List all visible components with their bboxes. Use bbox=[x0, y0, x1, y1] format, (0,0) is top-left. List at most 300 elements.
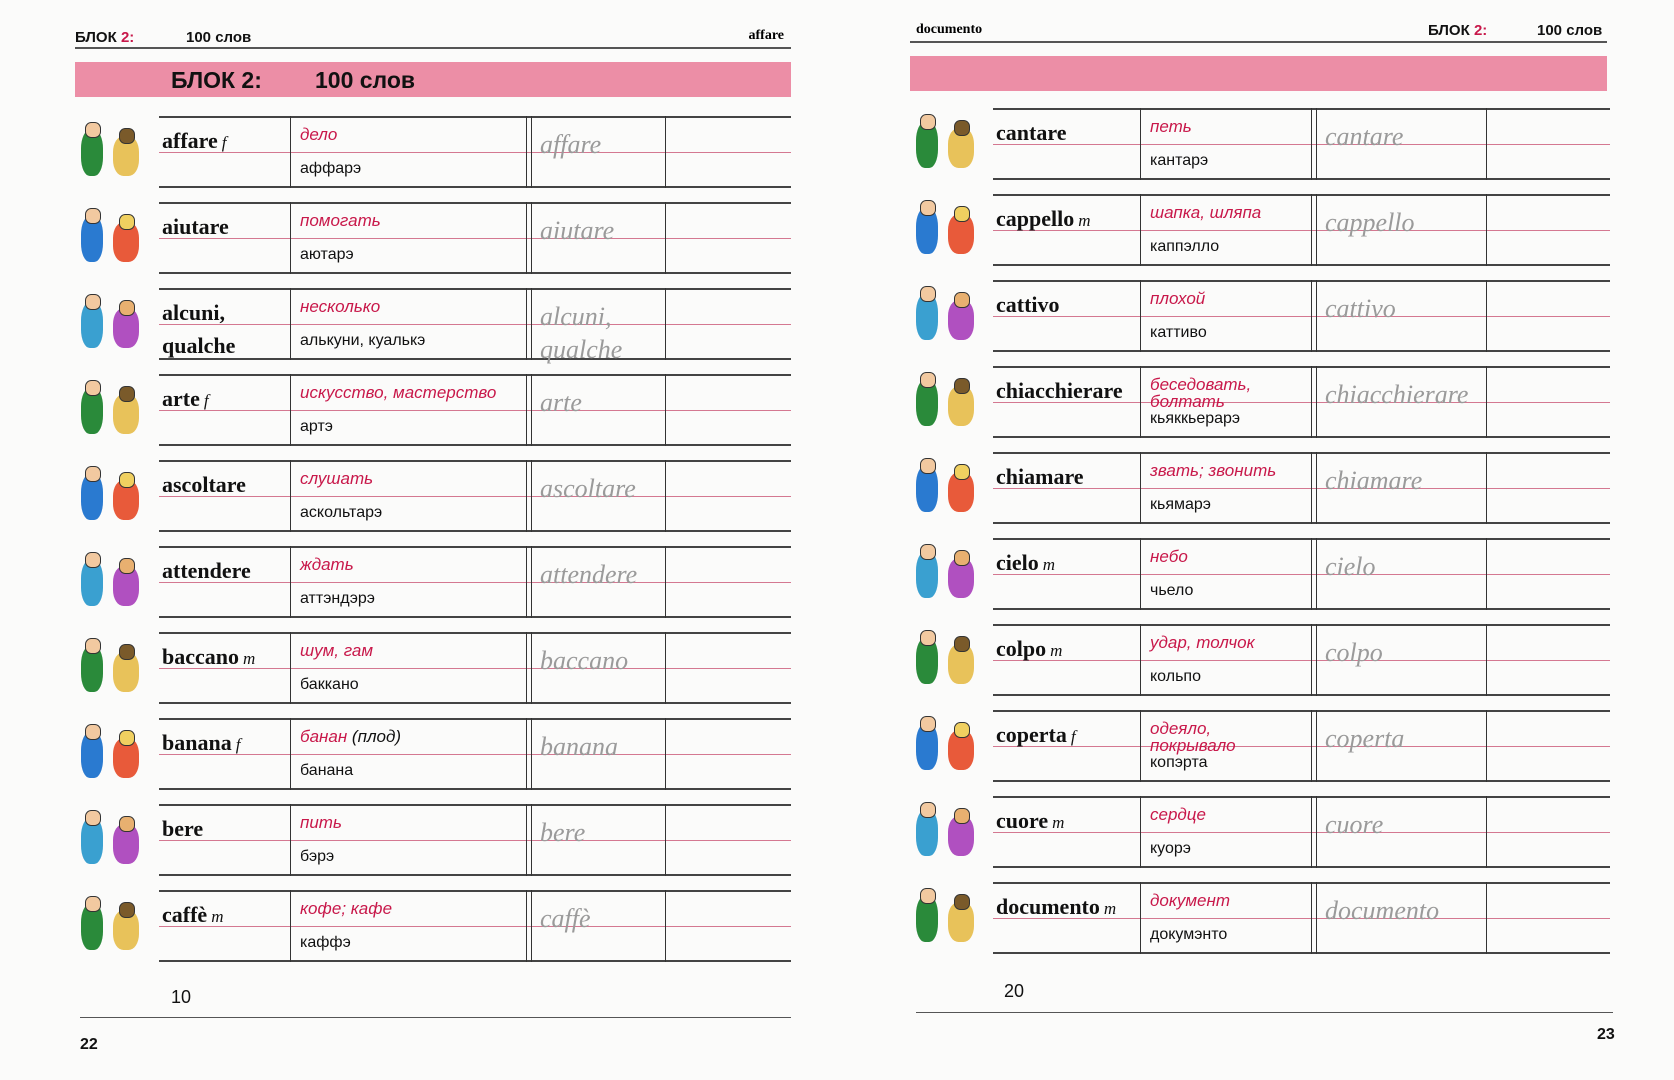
gender-marker: m bbox=[243, 649, 256, 668]
translation-note: (плод) bbox=[351, 727, 402, 746]
column-divider bbox=[290, 460, 291, 532]
word-count: 10 bbox=[171, 987, 192, 1007]
translation bbox=[300, 126, 342, 143]
translation bbox=[1150, 548, 1193, 565]
row-mid-rule bbox=[159, 410, 791, 411]
page-number: 23 bbox=[1597, 1026, 1615, 1043]
column-divider bbox=[1486, 280, 1487, 352]
italian-word bbox=[162, 382, 209, 417]
italian-word bbox=[996, 460, 1088, 495]
pronunciation: бэрэ bbox=[300, 848, 335, 865]
footer-rule bbox=[80, 1017, 791, 1018]
row-bottom-rule bbox=[993, 952, 1610, 954]
row-top-rule bbox=[993, 882, 1610, 884]
block-number: 2: bbox=[1473, 22, 1488, 39]
handwriting-sample: cattivo bbox=[1325, 294, 1396, 323]
row-bottom-rule bbox=[993, 264, 1610, 266]
word-text: documento bbox=[996, 894, 1100, 919]
translation-text: банан bbox=[300, 727, 348, 746]
italian-word bbox=[162, 898, 223, 933]
column-divider bbox=[665, 116, 666, 188]
word-text: bere bbox=[162, 816, 204, 841]
column-divider bbox=[1486, 624, 1487, 696]
row-mid-rule bbox=[159, 926, 791, 927]
running-head-words: 100 слов bbox=[1537, 22, 1603, 39]
row-bottom-rule bbox=[159, 272, 791, 274]
pronunciation: каттиво bbox=[1150, 324, 1207, 341]
row-mid-rule bbox=[159, 152, 791, 153]
vocab-entry bbox=[75, 116, 791, 188]
column-divider bbox=[1316, 452, 1317, 524]
translation bbox=[300, 384, 501, 401]
italian-word bbox=[162, 726, 240, 761]
italian-word bbox=[996, 718, 1076, 753]
column-divider bbox=[665, 804, 666, 876]
header-rule bbox=[910, 41, 1607, 43]
row-top-rule bbox=[993, 452, 1610, 454]
translation bbox=[300, 556, 358, 573]
column-divider bbox=[1140, 538, 1141, 610]
column-divider bbox=[665, 546, 666, 618]
translation-text: документ bbox=[1150, 891, 1231, 910]
vocab-entry bbox=[910, 882, 1610, 954]
guide-word: documento bbox=[916, 22, 983, 37]
column-divider bbox=[665, 288, 666, 360]
translation bbox=[300, 642, 378, 659]
pronunciation: копэрта bbox=[1150, 754, 1208, 771]
row-mid-rule bbox=[159, 840, 791, 841]
handwriting-sample: cielo bbox=[1325, 552, 1376, 581]
row-bottom-rule bbox=[159, 874, 791, 876]
row-mid-rule bbox=[993, 574, 1610, 575]
footer-rule bbox=[916, 1012, 1613, 1013]
illustration-icon bbox=[75, 894, 153, 958]
vocab-entry bbox=[75, 202, 791, 274]
column-divider bbox=[1311, 280, 1312, 352]
column-divider bbox=[526, 374, 527, 446]
row-mid-rule bbox=[159, 238, 791, 239]
word-text: cantare bbox=[996, 120, 1067, 145]
row-mid-rule bbox=[993, 660, 1610, 661]
column-divider bbox=[1140, 624, 1141, 696]
column-divider bbox=[290, 546, 291, 618]
italian-word bbox=[996, 202, 1091, 237]
row-bottom-rule bbox=[159, 358, 791, 360]
running-head-block bbox=[1428, 22, 1487, 39]
italian-word bbox=[162, 640, 255, 675]
translation bbox=[1150, 118, 1196, 135]
column-divider bbox=[1316, 796, 1317, 868]
column-divider bbox=[290, 288, 291, 360]
band-words: 100 слов bbox=[315, 67, 416, 93]
row-bottom-rule bbox=[993, 178, 1610, 180]
pronunciation: артэ bbox=[300, 418, 333, 435]
column-divider bbox=[665, 202, 666, 274]
handwriting-sample: baccano bbox=[540, 646, 629, 675]
column-divider bbox=[1140, 280, 1141, 352]
vocab-entry bbox=[910, 452, 1610, 524]
band-block: БЛОК 2: bbox=[171, 67, 262, 93]
translation-text: удар, толчок bbox=[1150, 633, 1255, 652]
column-divider bbox=[1311, 366, 1312, 438]
vocab-entry bbox=[910, 366, 1610, 438]
italian-word bbox=[996, 632, 1062, 667]
word-text: chiacchierare bbox=[996, 378, 1123, 403]
column-divider bbox=[531, 374, 532, 446]
handwriting-sample: alcuni, qualche bbox=[540, 302, 623, 364]
vocab-entry bbox=[910, 108, 1610, 180]
column-divider bbox=[1316, 538, 1317, 610]
translation-text: звать; звонить bbox=[1150, 461, 1277, 480]
row-top-rule bbox=[159, 804, 791, 806]
vocab-entry bbox=[910, 194, 1610, 266]
row-bottom-rule bbox=[159, 444, 791, 446]
row-top-rule bbox=[159, 116, 791, 118]
column-divider bbox=[290, 632, 291, 704]
row-mid-rule bbox=[993, 832, 1610, 833]
column-divider bbox=[526, 202, 527, 274]
column-divider bbox=[1486, 710, 1487, 782]
column-divider bbox=[526, 632, 527, 704]
vocab-entry bbox=[910, 624, 1610, 696]
title-band bbox=[75, 62, 791, 97]
vocab-entry bbox=[910, 710, 1610, 782]
vocab-entry bbox=[75, 460, 791, 532]
italian-word bbox=[162, 554, 255, 589]
illustration-icon bbox=[910, 628, 988, 692]
translation-text: дело bbox=[300, 125, 338, 144]
italian-word bbox=[996, 804, 1064, 839]
row-bottom-rule bbox=[993, 694, 1610, 696]
illustration-icon bbox=[910, 542, 988, 606]
column-divider bbox=[1140, 194, 1141, 266]
gender-marker: m bbox=[211, 907, 224, 926]
word-text: arte bbox=[162, 386, 200, 411]
column-divider bbox=[526, 804, 527, 876]
handwriting-sample: cuore bbox=[1325, 810, 1384, 839]
column-divider bbox=[290, 804, 291, 876]
illustration-icon bbox=[75, 464, 153, 528]
word-count: 20 bbox=[1004, 981, 1025, 1001]
column-divider bbox=[1316, 108, 1317, 180]
column-divider bbox=[1140, 710, 1141, 782]
translation-text: беседовать, болтать bbox=[1150, 375, 1252, 411]
handwriting-sample: arte bbox=[540, 388, 582, 417]
row-bottom-rule bbox=[159, 788, 791, 790]
column-divider bbox=[1486, 538, 1487, 610]
italian-word bbox=[162, 124, 227, 159]
translation-text: помогать bbox=[300, 211, 381, 230]
translation bbox=[300, 728, 401, 745]
column-divider bbox=[1311, 796, 1312, 868]
pronunciation: кьямарэ bbox=[1150, 496, 1211, 513]
row-top-rule bbox=[159, 632, 791, 634]
row-bottom-rule bbox=[993, 522, 1610, 524]
block-number: 2: bbox=[120, 29, 135, 46]
word-text: coperta bbox=[996, 722, 1067, 747]
pronunciation: кантарэ bbox=[1150, 152, 1209, 169]
column-divider bbox=[1486, 366, 1487, 438]
pronunciation: кьяккьерарэ bbox=[1150, 410, 1241, 427]
row-bottom-rule bbox=[993, 350, 1610, 352]
row-bottom-rule bbox=[159, 616, 791, 618]
column-divider bbox=[290, 202, 291, 274]
pronunciation: чьело bbox=[1150, 582, 1194, 599]
gender-marker: f bbox=[221, 133, 227, 152]
translation-text: плохой bbox=[1150, 289, 1206, 308]
handwriting-sample: banana bbox=[540, 732, 618, 761]
gender-marker: f bbox=[203, 391, 209, 410]
row-top-rule bbox=[993, 280, 1610, 282]
translation bbox=[300, 900, 397, 917]
handwriting-sample: ascoltare bbox=[540, 474, 636, 503]
translation-text: сердце bbox=[1150, 805, 1206, 824]
illustration-icon bbox=[75, 206, 153, 270]
italian-word bbox=[162, 468, 250, 503]
illustration-icon bbox=[910, 800, 988, 864]
translation bbox=[300, 470, 378, 487]
pronunciation: каффэ bbox=[300, 934, 351, 951]
vocab-entry bbox=[910, 796, 1610, 868]
translation-text: пить bbox=[300, 813, 342, 832]
gender-marker: f bbox=[1070, 727, 1076, 746]
italian-word bbox=[162, 812, 207, 847]
illustration-icon bbox=[75, 378, 153, 442]
translation bbox=[1150, 204, 1266, 221]
column-divider bbox=[1486, 108, 1487, 180]
illustration-icon bbox=[910, 714, 988, 778]
translation-text: несколько bbox=[300, 297, 381, 316]
row-top-rule bbox=[159, 718, 791, 720]
column-divider bbox=[531, 460, 532, 532]
word-text: chiamare bbox=[996, 464, 1084, 489]
pronunciation: аффарэ bbox=[300, 160, 362, 177]
row-top-rule bbox=[159, 460, 791, 462]
column-divider bbox=[531, 890, 532, 962]
translation bbox=[1150, 634, 1259, 651]
translation-text: одеяло, покрывало bbox=[1150, 719, 1236, 755]
row-top-rule bbox=[993, 624, 1610, 626]
italian-word bbox=[996, 374, 1127, 409]
column-divider bbox=[290, 374, 291, 446]
handwriting-sample: affare bbox=[540, 130, 602, 159]
illustration-icon bbox=[910, 284, 988, 348]
column-divider bbox=[1140, 882, 1141, 954]
row-bottom-rule bbox=[993, 780, 1610, 782]
word-text: alcuni, qualche bbox=[162, 300, 236, 358]
handwriting-sample: bere bbox=[540, 818, 586, 847]
handwriting-sample: cappello bbox=[1325, 208, 1415, 237]
row-bottom-rule bbox=[993, 436, 1610, 438]
translation bbox=[300, 298, 385, 315]
translation bbox=[1150, 892, 1235, 909]
column-divider bbox=[1486, 796, 1487, 868]
column-divider bbox=[1311, 108, 1312, 180]
page-number: 22 bbox=[80, 1036, 98, 1053]
vocab-entry bbox=[910, 280, 1610, 352]
gender-marker: m bbox=[1052, 813, 1065, 832]
pronunciation: докумэнто bbox=[1150, 926, 1228, 943]
row-top-rule bbox=[159, 288, 791, 290]
row-top-rule bbox=[993, 108, 1610, 110]
row-mid-rule bbox=[993, 144, 1610, 145]
translation-text: искусство, мастерство bbox=[300, 383, 497, 402]
handwriting-sample: coperta bbox=[1325, 724, 1405, 753]
row-top-rule bbox=[159, 202, 791, 204]
column-divider bbox=[1311, 194, 1312, 266]
word-text: affare bbox=[162, 128, 218, 153]
column-divider bbox=[665, 632, 666, 704]
pronunciation: аскольтарэ bbox=[300, 504, 383, 521]
running-head-block bbox=[75, 29, 134, 46]
word-text: cappello bbox=[996, 206, 1075, 231]
row-bottom-rule bbox=[159, 530, 791, 532]
vocab-entry bbox=[75, 890, 791, 962]
row-top-rule bbox=[993, 796, 1610, 798]
word-text: ascoltare bbox=[162, 472, 246, 497]
column-divider bbox=[526, 546, 527, 618]
illustration-icon bbox=[910, 198, 988, 262]
row-bottom-rule bbox=[159, 702, 791, 704]
illustration-icon bbox=[910, 112, 988, 176]
column-divider bbox=[526, 460, 527, 532]
illustration-icon bbox=[75, 292, 153, 356]
column-divider bbox=[526, 288, 527, 360]
row-mid-rule bbox=[159, 324, 791, 325]
pronunciation: алькуни, куалькэ bbox=[300, 332, 426, 349]
pronunciation: кольпо bbox=[1150, 668, 1201, 685]
word-text: cuore bbox=[996, 808, 1049, 833]
translation-text: петь bbox=[1150, 117, 1192, 136]
column-divider bbox=[1316, 366, 1317, 438]
word-text: cielo bbox=[996, 550, 1039, 575]
translation-text: ждать bbox=[300, 555, 354, 574]
gender-marker: f bbox=[235, 735, 241, 754]
italian-word bbox=[996, 116, 1070, 151]
header-rule bbox=[75, 47, 791, 49]
handwriting-sample: colpo bbox=[1325, 638, 1383, 667]
row-top-rule bbox=[159, 890, 791, 892]
row-top-rule bbox=[993, 538, 1610, 540]
block-label: БЛОК bbox=[1428, 22, 1470, 39]
column-divider bbox=[1311, 538, 1312, 610]
column-divider bbox=[1486, 194, 1487, 266]
italian-word bbox=[996, 546, 1055, 581]
vocab-entry bbox=[75, 804, 791, 876]
row-mid-rule bbox=[159, 754, 791, 755]
gender-marker: m bbox=[1042, 555, 1056, 574]
column-divider bbox=[526, 116, 527, 188]
row-top-rule bbox=[159, 374, 791, 376]
pronunciation: аттэндэрэ bbox=[300, 590, 375, 607]
column-divider bbox=[290, 890, 291, 962]
row-top-rule bbox=[993, 710, 1610, 712]
word-text: cattivo bbox=[996, 292, 1060, 317]
translation bbox=[1150, 462, 1281, 479]
word-text: aiutare bbox=[162, 214, 229, 239]
column-divider bbox=[1311, 882, 1312, 954]
column-divider bbox=[665, 890, 666, 962]
illustration-icon bbox=[75, 120, 153, 184]
vocab-entry bbox=[75, 718, 791, 790]
handwriting-sample: chiacchierare bbox=[1325, 380, 1469, 409]
translation bbox=[1150, 290, 1210, 307]
column-divider bbox=[531, 804, 532, 876]
column-divider bbox=[1311, 452, 1312, 524]
illustration-icon bbox=[75, 550, 153, 614]
column-divider bbox=[1311, 624, 1312, 696]
translation bbox=[300, 814, 347, 831]
italian-word bbox=[162, 210, 233, 245]
column-divider bbox=[1316, 882, 1317, 954]
row-top-rule bbox=[993, 366, 1610, 368]
word-text: baccano bbox=[162, 644, 239, 669]
pronunciation: куорэ bbox=[1150, 840, 1191, 857]
pronunciation: каппэлло bbox=[1150, 238, 1220, 255]
translation bbox=[1150, 376, 1251, 410]
column-divider bbox=[1140, 366, 1141, 438]
handwriting-sample: caffè bbox=[540, 904, 591, 933]
vocab-entry bbox=[75, 546, 791, 618]
translation-text: слушать bbox=[300, 469, 374, 488]
column-divider bbox=[526, 890, 527, 962]
row-mid-rule bbox=[993, 746, 1610, 747]
column-divider bbox=[1316, 280, 1317, 352]
italian-word bbox=[996, 288, 1064, 323]
column-divider bbox=[531, 202, 532, 274]
translation bbox=[1150, 720, 1240, 754]
word-text: colpo bbox=[996, 636, 1047, 661]
row-bottom-rule bbox=[159, 186, 791, 188]
translation-text: кофе; кафе bbox=[300, 899, 393, 918]
running-head-words: 100 слов bbox=[186, 29, 252, 46]
vocab-entry bbox=[75, 288, 791, 364]
column-divider bbox=[1316, 624, 1317, 696]
handwriting-sample: documento bbox=[1325, 896, 1440, 925]
translation-text: небо bbox=[1150, 547, 1188, 566]
illustration-icon bbox=[910, 370, 988, 434]
title-band bbox=[910, 56, 1607, 91]
column-divider bbox=[290, 718, 291, 790]
column-divider bbox=[531, 546, 532, 618]
row-mid-rule bbox=[993, 316, 1610, 317]
gender-marker: m bbox=[1050, 641, 1063, 660]
translation bbox=[1150, 806, 1211, 823]
guide-word: affare bbox=[748, 28, 784, 43]
column-divider bbox=[665, 718, 666, 790]
column-divider bbox=[531, 116, 532, 188]
word-text: banana bbox=[162, 730, 232, 755]
illustration-icon bbox=[910, 456, 988, 520]
column-divider bbox=[290, 116, 291, 188]
column-divider bbox=[1140, 796, 1141, 868]
italian-word bbox=[162, 296, 239, 364]
column-divider bbox=[1486, 452, 1487, 524]
column-divider bbox=[526, 718, 527, 790]
vocab-entry bbox=[75, 374, 791, 446]
pronunciation: баккано bbox=[300, 676, 359, 693]
row-bottom-rule bbox=[993, 866, 1610, 868]
translation bbox=[300, 212, 385, 229]
vocab-entry bbox=[75, 632, 791, 704]
column-divider bbox=[1316, 194, 1317, 266]
handwriting-sample: chiamare bbox=[1325, 466, 1423, 495]
row-bottom-rule bbox=[993, 608, 1610, 610]
block-label: БЛОК bbox=[75, 29, 117, 46]
column-divider bbox=[531, 288, 532, 360]
illustration-icon bbox=[75, 808, 153, 872]
word-text: attendere bbox=[162, 558, 251, 583]
